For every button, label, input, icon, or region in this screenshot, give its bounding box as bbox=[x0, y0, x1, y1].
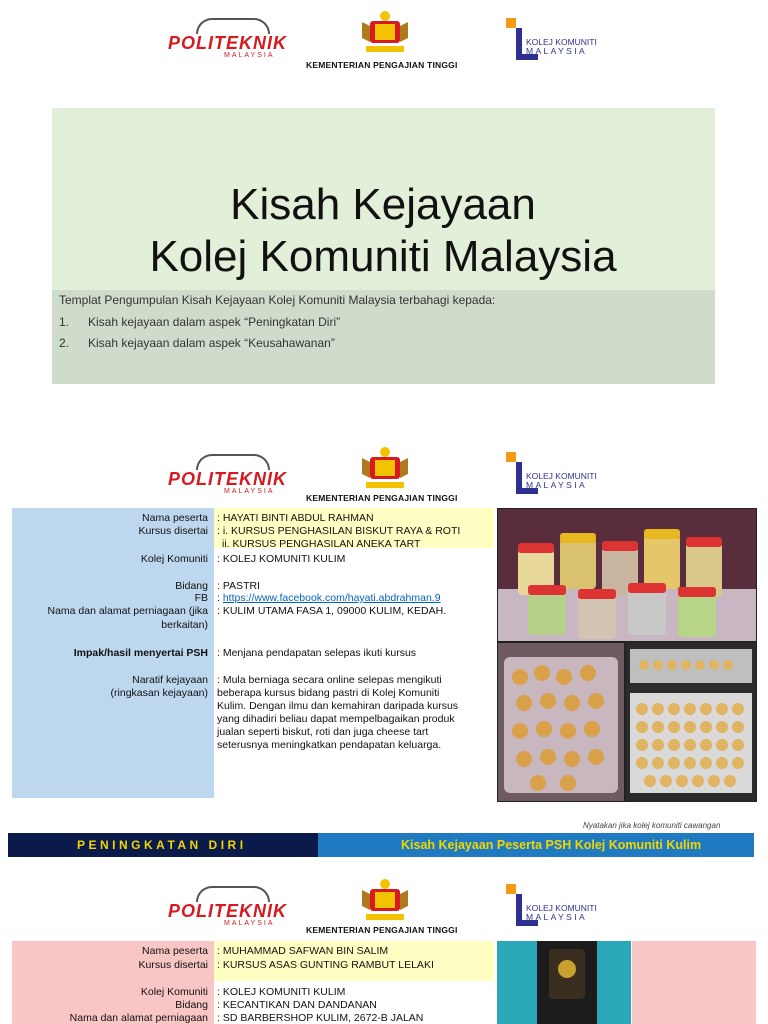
value-naratif-2: beberapa kursus bidang pastri di Kolej Komuniti bbox=[217, 687, 440, 699]
branch-note: Nyatakan jika kolej komuniti cawangan bbox=[583, 821, 721, 830]
header-kkm-logo bbox=[506, 18, 606, 62]
malaysia-crest-icon bbox=[358, 8, 412, 54]
value-naratif-4: yang dihadiri beliau dapat mempelbagaikan produk bbox=[217, 713, 455, 725]
card2-value-kursus: : KURSUS ASAS GUNTING RAMBUT LELAKI bbox=[217, 959, 434, 971]
value-bidang: : PASTRI bbox=[217, 580, 260, 592]
logo-arc bbox=[196, 886, 270, 902]
label-naratif-2: (ringkasan kejayaan) bbox=[110, 687, 208, 699]
label-bidang: Bidang bbox=[175, 580, 208, 592]
kkm-square-icon bbox=[506, 884, 516, 894]
politeknik-word: POLITEKNIK bbox=[168, 33, 288, 53]
value-naratif-3: Kulim. Dengan ilmu dan kemahiran daripada kursus bbox=[217, 700, 459, 712]
value-fb-prefix: : bbox=[217, 592, 223, 604]
kkm-text-line2: MALAYSIA bbox=[526, 46, 588, 56]
card2-value-kolej: : KOLEJ KOMUNITI KULIM bbox=[217, 986, 346, 998]
header-politeknik-logo-2 bbox=[166, 452, 294, 496]
kkm-square-icon bbox=[506, 18, 516, 28]
facebook-link[interactable]: https://www.facebook.com/hayati.abdrahman.9 bbox=[222, 592, 441, 604]
intro-item-2-num: 2. bbox=[59, 336, 70, 350]
title-line1: Kisah Kejayaan bbox=[230, 180, 536, 229]
intro-item-2-text: Kisah kejayaan dalam aspek “Keusahawanan” bbox=[88, 336, 335, 350]
value-nama: : HAYATI BINTI ABDUL RAHMAN bbox=[217, 512, 374, 524]
label-fb: FB bbox=[194, 592, 208, 604]
kkm-square-icon bbox=[506, 452, 516, 462]
politeknik-word: POLITEKNIK bbox=[168, 901, 288, 921]
header-kkm-logo-2 bbox=[506, 452, 606, 496]
malaysia-crest-icon bbox=[358, 444, 412, 490]
value-kursus-1: : i. KURSUS PENGHASILAN BISKUT RAYA & ROTI bbox=[217, 525, 461, 537]
politeknik-sub: MALAYSIA bbox=[224, 488, 275, 495]
header-kkm-logo-3 bbox=[506, 884, 606, 928]
value-impak: : Menjana pendapatan selepas ikuti kursus bbox=[217, 647, 417, 659]
product-photo-tray bbox=[625, 642, 757, 802]
story-title: Kisah Kejayaan Peserta PSH Kolej Komuniti Kulim bbox=[401, 838, 702, 852]
logo-arc bbox=[196, 454, 270, 470]
label-kursus: Kursus disertai bbox=[138, 525, 208, 537]
card2-value-bidang: : KECANTIKAN DAN DANDANAN bbox=[217, 999, 377, 1011]
politeknik-sub: MALAYSIA bbox=[224, 52, 275, 59]
product-photo-tarts bbox=[497, 642, 625, 802]
intro-item-1-text: Kisah kejayaan dalam aspek “Peningkatan Diri” bbox=[88, 315, 341, 329]
card2-right-panel bbox=[632, 941, 756, 1024]
card2-label-kursus: Kursus disertai bbox=[138, 959, 208, 971]
ministry-label: KEMENTERIAN PENGAJIAN TINGGI bbox=[306, 60, 458, 70]
title-line2: Kolej Komuniti Malaysia bbox=[149, 232, 617, 281]
product-photo-jars bbox=[497, 508, 757, 642]
card2-value-alamat: : SD BARBERSHOP KULIM, 2672-B JALAN bbox=[217, 1012, 424, 1024]
card2-label-kolej: Kolej Komuniti bbox=[140, 986, 208, 998]
politeknik-sub: MALAYSIA bbox=[224, 920, 275, 927]
kkm-text-line2: MALAYSIA bbox=[526, 480, 588, 490]
card2-label-alamat: Nama dan alamat perniagaan bbox=[69, 1012, 208, 1024]
label-alamat-2: berkaitan) bbox=[161, 619, 208, 631]
value-kursus-2: ii. KURSUS PENGHASILAN ANEKA TART bbox=[222, 538, 421, 550]
politeknik-word: POLITEKNIK bbox=[168, 469, 288, 489]
value-fb bbox=[217, 592, 441, 604]
label-impak: Impak/hasil menyertai PSH bbox=[73, 647, 208, 659]
card2-value-nama: : MUHAMMAD SAFWAN BIN SALIM bbox=[217, 945, 389, 957]
kkm-text-line1: KOLEJ KOMUNITI bbox=[526, 471, 597, 481]
label-nama: Nama peserta bbox=[142, 512, 208, 524]
kkm-text-line2: MALAYSIA bbox=[526, 912, 588, 922]
intro-item-1-num: 1. bbox=[59, 315, 70, 329]
value-kolej: : KOLEJ KOMUNITI KULIM bbox=[217, 553, 346, 565]
category-label: PENINGKATAN DIRI bbox=[77, 838, 247, 852]
ministry-label: KEMENTERIAN PENGAJIAN TINGGI bbox=[306, 493, 458, 503]
label-naratif: Naratif kejayaan bbox=[132, 674, 208, 686]
value-naratif-6: seterusnya meningkatkan pendapatan keluarga. bbox=[217, 739, 442, 751]
logo-arc bbox=[196, 18, 270, 34]
label-alamat: Nama dan alamat perniagaan (jika bbox=[47, 605, 208, 617]
value-alamat: : KULIM UTAMA FASA 1, 09000 KULIM, KEDAH. bbox=[217, 605, 447, 617]
card2-label-nama: Nama peserta bbox=[142, 945, 208, 957]
header-politeknik-logo-3 bbox=[166, 884, 294, 928]
card2-label-bidang: Bidang bbox=[175, 999, 208, 1011]
label-kolej: Kolej Komuniti bbox=[140, 553, 208, 565]
kkm-text-line1: KOLEJ KOMUNITI bbox=[526, 37, 597, 47]
value-naratif-1: : Mula berniaga secara online selepas mengikuti bbox=[217, 674, 442, 686]
intro-text: Templat Pengumpulan Kisah Kejayaan Kolej Komuniti Malaysia terbahagi kepada: bbox=[59, 293, 496, 307]
malaysia-crest-icon bbox=[358, 876, 412, 922]
value-naratif-5: jualan seperti biskut, roti dan juga cheese tart bbox=[217, 726, 429, 738]
kkm-text-line1: KOLEJ KOMUNITI bbox=[526, 903, 597, 913]
ministry-label: KEMENTERIAN PENGAJIAN TINGGI bbox=[306, 925, 458, 935]
header-politeknik-logo bbox=[166, 16, 294, 60]
participant-photo bbox=[497, 941, 631, 1024]
